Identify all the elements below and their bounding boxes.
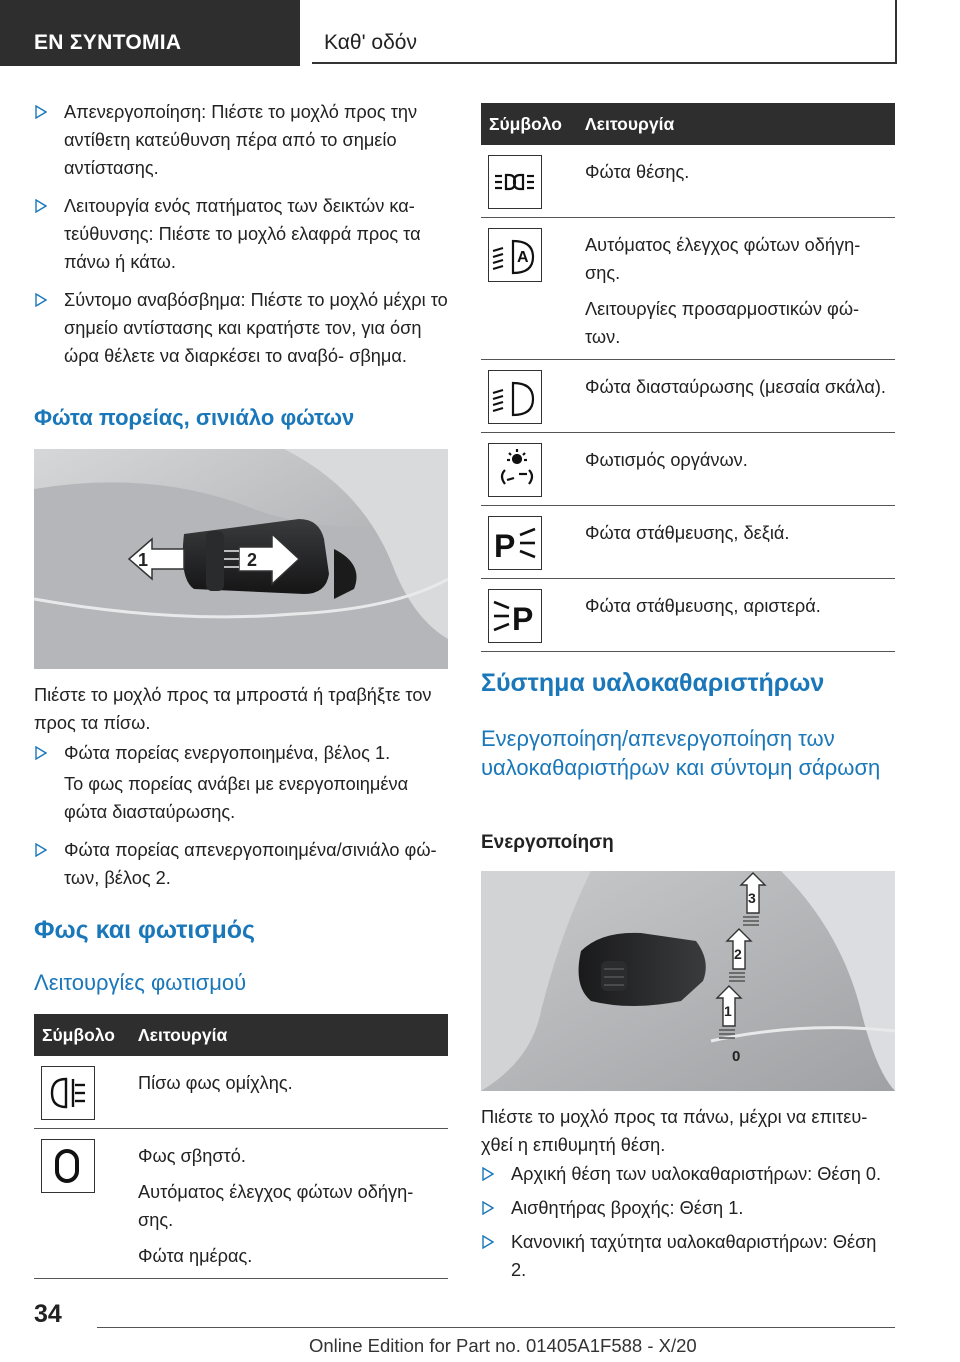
- chapter-tab: [312, 0, 897, 64]
- function-text: Φώτα στάθμευσης, αριστερά.: [585, 596, 821, 616]
- col-symbol: Σύμβολο: [34, 1014, 138, 1056]
- lights-off-icon: [41, 1139, 95, 1193]
- section-tab: [0, 0, 300, 66]
- bullet-item: [481, 1194, 895, 1222]
- bullet-triangle-icon: [35, 843, 47, 857]
- col-symbol: Σύμβολο: [481, 103, 585, 145]
- table-row: [34, 1129, 448, 1279]
- bullet-triangle-icon: [35, 105, 47, 119]
- lighting-table-left: [34, 1014, 448, 1279]
- position-label-1: 1: [724, 1003, 732, 1019]
- para-push-up: Πιέστε το μοχλό προς τα πάνω, μέχρι να επιτευ- χθεί η επιθυμητή θέση.: [481, 1107, 868, 1155]
- heading-low-beam: Φώτα πορείας, σινιάλο φώτων: [34, 405, 355, 430]
- arrow-label-1: 1: [138, 550, 149, 570]
- heading-wipers: Σύστημα υαλοκαθαριστήρων: [481, 669, 825, 697]
- bullet-triangle-icon: [35, 746, 47, 760]
- function-text: Φώτα ημέρας.: [138, 1246, 253, 1266]
- table-row: [481, 360, 895, 433]
- bullet-text: Φώτα πορείας ενεργοποιημένα, βέλος 1.: [64, 743, 391, 763]
- heading-lights: Φως και φωτισμός: [34, 916, 256, 944]
- table-row: [34, 1056, 448, 1129]
- bullet-text: Αρχική θέση των υαλοκαθαριστήρων: Θέση 0.: [511, 1164, 882, 1184]
- bullet-text: Απενεργοποίηση: Πιέστε το μοχλό προς την αντίθετη κατεύθυνση πέρα από το σημείο αντίστασης.: [64, 102, 418, 178]
- table-row: [481, 506, 895, 579]
- function-text: Αυτόματος έλεγχος φώτων οδήγη- σης.: [585, 235, 861, 283]
- function-text: Φώτα στάθμευσης, δεξιά.: [585, 523, 790, 543]
- table-row: [481, 145, 895, 218]
- function-text: Αυτόματος έλεγχος φώτων οδήγη- σης.: [138, 1182, 414, 1230]
- bullet-item: [34, 286, 448, 370]
- lighting-table-right: [481, 103, 895, 652]
- wiper-stalk-photo: [481, 871, 895, 1091]
- bullet-item: [34, 98, 448, 182]
- position-label-0: 0: [732, 1048, 741, 1065]
- table-header: [481, 103, 895, 145]
- bullet-item: [481, 1228, 895, 1284]
- function-text: Φωτισμός οργάνων.: [585, 450, 748, 470]
- heading-functions: Λειτουργίες φωτισμού: [34, 970, 247, 995]
- table-row: [481, 433, 895, 506]
- section-title: EN ΣΥΝΤΟΜΙΑ: [34, 31, 182, 54]
- function-text: Λειτουργίες προσαρμοστικών φώ- των.: [585, 299, 860, 347]
- bullet-item: [34, 739, 448, 767]
- page-number: 34: [34, 1300, 62, 1328]
- bullet-text: Αισθητήρας βροχής: Θέση 1.: [511, 1198, 744, 1218]
- function-text: Φώτα θέσης.: [585, 162, 690, 182]
- position-label-3: 3: [748, 890, 756, 906]
- svg-text:A: A: [517, 249, 529, 266]
- footer-divider: [97, 1327, 895, 1328]
- table-row: [481, 218, 895, 360]
- svg-text:P: P: [512, 601, 534, 637]
- col-function: Λειτουργία: [138, 1014, 448, 1056]
- bullet-text: Σύντομο αναβόσβημα: Πιέστε το μοχλό μέχρι το σημείο αντίστασης και κρατήστε τον, για όση ώρα θέλετε να διαρκέσει το αναβό- σβημα.: [64, 290, 448, 366]
- position-label-2: 2: [734, 946, 742, 962]
- side-lights-icon: [488, 155, 542, 209]
- bullet-item: [34, 836, 448, 892]
- table-row: [481, 579, 895, 652]
- instrument-lighting-icon: [488, 443, 542, 497]
- bullet-triangle-icon: [35, 293, 47, 307]
- function-text: Φώτα διασταύρωσης (μεσαία σκάλα).: [585, 377, 886, 397]
- bullet-triangle-icon: [482, 1235, 494, 1249]
- function-text: Φως σβηστό.: [138, 1146, 246, 1166]
- note-high-beam: Το φως πορείας ανάβει με ενεργοποιημένα φώτα διασταύρωσης.: [64, 774, 409, 822]
- parking-light-left-icon: [488, 589, 542, 643]
- bullet-triangle-icon: [35, 199, 47, 213]
- wiper-illustration: [481, 871, 895, 1091]
- para-push: Πιέστε το μοχλό προς τα μπροστά ή τραβήξτε τον προς τα πίσω.: [34, 685, 432, 733]
- bullet-item: [34, 192, 448, 276]
- auto-headlight-icon: [488, 228, 542, 282]
- table-header: [34, 1014, 448, 1056]
- bullet-item: [481, 1160, 895, 1188]
- stalk-illustration: [34, 449, 448, 669]
- function-text: Πίσω φως ομίχλης.: [138, 1073, 293, 1093]
- bullet-text: Φώτα πορείας απενεργοποιημένα/σινιάλο φώ- των, βέλος 2.: [64, 840, 437, 888]
- parking-light-right-icon: [488, 516, 542, 570]
- rear-fog-light-icon: [41, 1066, 95, 1120]
- heading-activate-wipers: Ενεργοποίηση/απενεργοποίηση των υαλοκαθαριστήρων και σύντομη σάρωση: [481, 726, 881, 780]
- edition-text: Online Edition for Part no. 01405A1F588 - X/20: [309, 1335, 697, 1356]
- bullet-text: Λειτουργία ενός πατήματος των δεικτών κα- τεύθυνσης: Πιέστε το μοχλό ελαφρά προς τα πάνω ή κάτω.: [64, 196, 421, 272]
- low-beam-icon: [488, 370, 542, 424]
- bullet-text: Κανονική ταχύτητα υαλοκαθαριστήρων: Θέση 2.: [511, 1232, 877, 1280]
- heading-activation: Ενεργοποίηση: [481, 832, 614, 853]
- stalk-photo: [34, 449, 448, 669]
- arrow-label-2: 2: [247, 550, 258, 570]
- bullet-triangle-icon: [482, 1167, 494, 1181]
- bullet-triangle-icon: [482, 1201, 494, 1215]
- chapter-title: Καθ' οδόν: [324, 31, 417, 54]
- svg-text:P: P: [494, 528, 516, 564]
- col-function: Λειτουργία: [585, 103, 895, 145]
